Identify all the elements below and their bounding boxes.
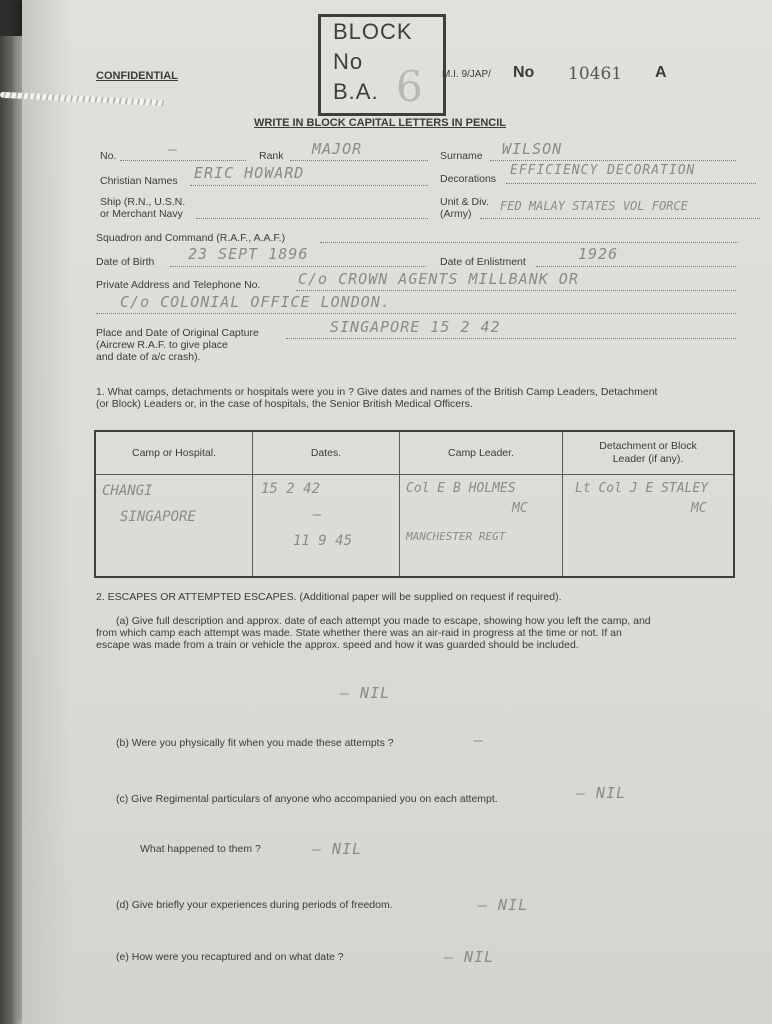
question-1-line-2: (or Block) Leaders or, in the case of hospitals, the Senior British Medical Officers. [96, 398, 473, 410]
christian-names-label: Christian Names [100, 175, 178, 187]
surname-value: WILSON [502, 140, 563, 158]
table-row [95, 475, 734, 578]
decorations-label: Decorations [440, 173, 497, 185]
leader-cell [400, 475, 563, 578]
rank-line [290, 160, 428, 161]
detachment-value-2: MC [691, 501, 707, 516]
no-line [120, 160, 246, 161]
decorations-value: EFFICIENCY DECORATION [510, 163, 696, 178]
header-detachment-leader: Detachment or Block Leader (if any). [563, 431, 735, 475]
escapes-e-question: (e) How were you recaptured and on what date ? [116, 951, 344, 963]
ship-label-2: or Merchant Navy [100, 208, 183, 220]
address-value-1: C/o CROWN AGENTS MILLBANK OR [298, 270, 579, 288]
surname-line [490, 160, 736, 161]
camp-cell [95, 475, 253, 578]
camps-table [94, 430, 735, 578]
escapes-b-answer: — [474, 731, 485, 749]
question-1-line-1: 1. What camps, detachments or hospitals were you in ? Give dates and names of the British Camp Leaders, Detachment [96, 386, 658, 398]
block-stamp [318, 14, 446, 116]
capture-value: SINGAPORE 15 2 42 [330, 318, 501, 336]
decorations-line [506, 183, 756, 184]
leader-value-3: MANCHESTER REGT [406, 530, 506, 543]
header-dates: Dates. [253, 431, 400, 475]
dates-cell [253, 475, 400, 578]
address-label: Private Address and Telephone No. [96, 279, 261, 291]
stamp-line-2: No [333, 49, 364, 74]
dates-value-3: 11 9 45 [293, 533, 353, 549]
unit-value: FED MALAY STATES VOL FORCE [500, 199, 688, 213]
address-line-1 [296, 290, 736, 291]
unit-label-2: (Army) [440, 208, 472, 220]
unit-line [480, 218, 760, 219]
squadron-label: Squadron and Command (R.A.F., A.A.F.) [96, 232, 286, 244]
capture-line [286, 338, 736, 339]
no-label: No. [100, 150, 117, 162]
leader-value-1: Col E B HOLMES [406, 481, 516, 496]
stamp-line-1: BLOCK [333, 19, 413, 44]
camp-value-1: CHANGI [102, 483, 153, 499]
no-value: — [168, 140, 179, 158]
stamp-handwritten-number: 6 [396, 62, 423, 111]
capture-label-2: (Aircrew R.A.F. to give place [96, 339, 228, 351]
ship-label-1: Ship (R.N., U.S.N. [100, 196, 186, 208]
header-camp: Camp or Hospital. [95, 431, 253, 475]
stamp-line-3: B.A. [333, 79, 379, 104]
christian-names-value: ERIC HOWARD [194, 164, 305, 182]
escapes-b-question: (b) Were you physically fit when you made these attempts ? [116, 737, 394, 749]
christian-names-line [190, 185, 428, 186]
escapes-a-line-1: (a) Give full description and approx. date of each attempt you made to escape, showing how you left the camp, and [116, 615, 651, 627]
escapes-d-question: (d) Give briefly your experiences during periods of freedom. [116, 899, 393, 911]
rank-value: MAJOR [312, 140, 363, 158]
escapes-heading: 2. ESCAPES OR ATTEMPTED ESCAPES. (Additional paper will be supplied on request if required). [96, 591, 562, 603]
enlistment-line [536, 266, 736, 267]
escapes-d-answer: — NIL [478, 896, 529, 914]
capture-label-1: Place and Date of Original Capture [96, 327, 259, 339]
capture-label-3: and date of a/c crash). [96, 351, 201, 363]
dates-value-1: 15 2 42 [261, 481, 321, 497]
enlistment-value: 1926 [578, 245, 619, 263]
header-camp-leader: Camp Leader. [400, 431, 563, 475]
camp-value-2: SINGAPORE [120, 509, 196, 525]
form-code: M.I. 9/JAP/ [442, 69, 491, 80]
pencil-instruction: WRITE IN BLOCK CAPITAL LETTERS IN PENCIL [254, 117, 506, 129]
address-line-2 [96, 313, 736, 314]
detachment-cell [563, 475, 735, 578]
escapes-c-answer: — NIL [576, 784, 627, 802]
escapes-e-answer: — NIL [444, 948, 495, 966]
address-value-2: C/o COLONIAL OFFICE LONDON. [120, 293, 391, 311]
number-label: No [513, 64, 535, 81]
ship-line [196, 218, 428, 219]
detachment-value-1: Lt Col J E STALEY [575, 481, 709, 496]
unit-label-1: Unit & Div. [440, 196, 489, 208]
confidential-label: CONFIDENTIAL [96, 70, 178, 82]
dob-label: Date of Birth [96, 256, 155, 268]
squadron-line [320, 242, 738, 243]
what-happened-question: What happened to them ? [140, 843, 261, 855]
escapes-c-question: (c) Give Regimental particulars of anyone who accompanied you on each attempt. [116, 793, 498, 805]
what-happened-answer: — NIL [312, 840, 363, 858]
camps-table-header [95, 431, 734, 475]
form-number: 10461 [568, 64, 623, 84]
surname-label: Surname [440, 150, 483, 162]
dates-value-2: — [313, 507, 322, 523]
dob-value: 23 SEPT 1896 [188, 245, 309, 263]
page-shadow [22, 0, 72, 1024]
escapes-a-answer: — NIL [340, 684, 391, 702]
escapes-a-line-2: from which camp each attempt was made. State whether there was an air-raid in progress at the time or not. If an [96, 627, 622, 639]
dob-line [170, 266, 426, 267]
form-number-suffix: A [655, 64, 667, 81]
escapes-a-line-3: escape was made from a train or vehicle the approx. speed and how it was guarded should be included. [96, 639, 579, 651]
leader-value-2: MC [512, 501, 528, 516]
enlistment-label: Date of Enlistment [440, 256, 526, 268]
rank-label: Rank [259, 150, 284, 162]
